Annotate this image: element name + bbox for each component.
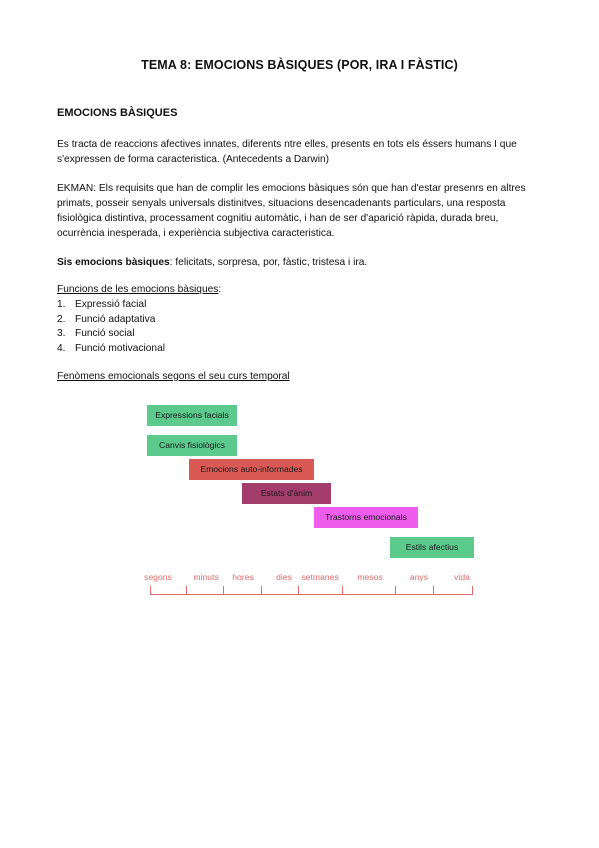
list-item — [57, 298, 165, 313]
list-item-label: Funció social — [75, 328, 135, 340]
timeline-bar-disorders: Trastorns emocionals — [314, 507, 418, 528]
axis-tick-label: dies — [276, 572, 292, 582]
axis-tick-label: setmanes — [301, 572, 339, 582]
timeline-bar-physiological: Canvis fisiològics — [147, 435, 237, 456]
list-item-number: 3. — [57, 328, 66, 340]
axis-tick-mark — [261, 586, 262, 595]
list-item-label: Funció motivacional — [75, 342, 166, 354]
axis-tick-mark — [342, 586, 343, 595]
axis-tick-mark — [186, 586, 187, 595]
timeline-axis-line — [150, 594, 473, 595]
page-title: TEMA 8: EMOCIONS BÀSIQUES (POR, IRA I FÀSTIC) — [141, 58, 458, 72]
ekman-paragraph: EKMAN: Els requisits que han de complir les emocions bàsiques són que han d'estar presenrs en altres primats, posseir senyals universals distinitves, situacions desencadenants particulars, una resposta fisiològica distintiva, processament cognitiu automàtic, i han de ser d'aparició ràpida, durada breu, ocurrència inesperada, i experiència subjectiva caracteristica. — [57, 183, 526, 239]
timeline-bar-styles: Estils afectius — [390, 537, 474, 558]
axis-tick-label: hores — [232, 572, 254, 582]
axis-tick-mark — [472, 586, 473, 595]
axis-tick-mark — [433, 586, 434, 595]
axis-tick-label: minuts — [193, 572, 219, 582]
axis-tick-mark — [395, 586, 396, 595]
basic-emotions-label: Sis emocions bàsiques — [57, 257, 170, 268]
list-item-label: Funció adaptativa — [75, 313, 156, 325]
list-item — [57, 342, 165, 357]
intro-paragraph: Es tracta de reaccions afectives innates, diferents ntre elles, presents en tots els éssers humans I que s'expressen de forma caracteristica. (Antecedents a Darwin) — [57, 139, 517, 165]
list-item-number: 1. — [57, 299, 66, 310]
axis-tick-label: mesos — [357, 572, 383, 582]
section-title: EMOCIONS BÀSIQUES — [57, 107, 178, 119]
chart-title: Fenòmens emocionals segons el seu curs temporal — [57, 371, 290, 382]
basic-emotions-list: : felicitats, sorpresa, por, fàstic, tristesa i ira. — [169, 257, 368, 268]
timeline-bar-self-reported: Emocions auto-informades — [189, 459, 314, 480]
basic-emotions-paragraph — [57, 255, 547, 270]
axis-tick-label: anys — [409, 572, 429, 582]
list-item-number: 2. — [57, 313, 66, 325]
functions-list — [57, 298, 165, 356]
functions-heading — [57, 284, 221, 295]
functions-heading-colon: : — [218, 284, 222, 295]
axis-tick-mark — [298, 586, 299, 595]
axis-tick-mark — [150, 586, 151, 595]
list-item-number: 4. — [57, 342, 66, 354]
list-item-label: Expressió facial — [75, 299, 147, 310]
functions-heading-text: Funcions de les emocions bàsiques — [57, 284, 219, 295]
axis-tick-label: vida — [454, 572, 470, 582]
list-item — [57, 327, 165, 342]
timeline-bar-expressions: Expressions facials — [147, 405, 237, 426]
axis-tick-mark — [223, 586, 224, 595]
timeline-bar-moods: Estats d'ànim — [242, 483, 331, 504]
list-item — [57, 313, 165, 328]
axis-tick-label: segons — [144, 572, 172, 582]
